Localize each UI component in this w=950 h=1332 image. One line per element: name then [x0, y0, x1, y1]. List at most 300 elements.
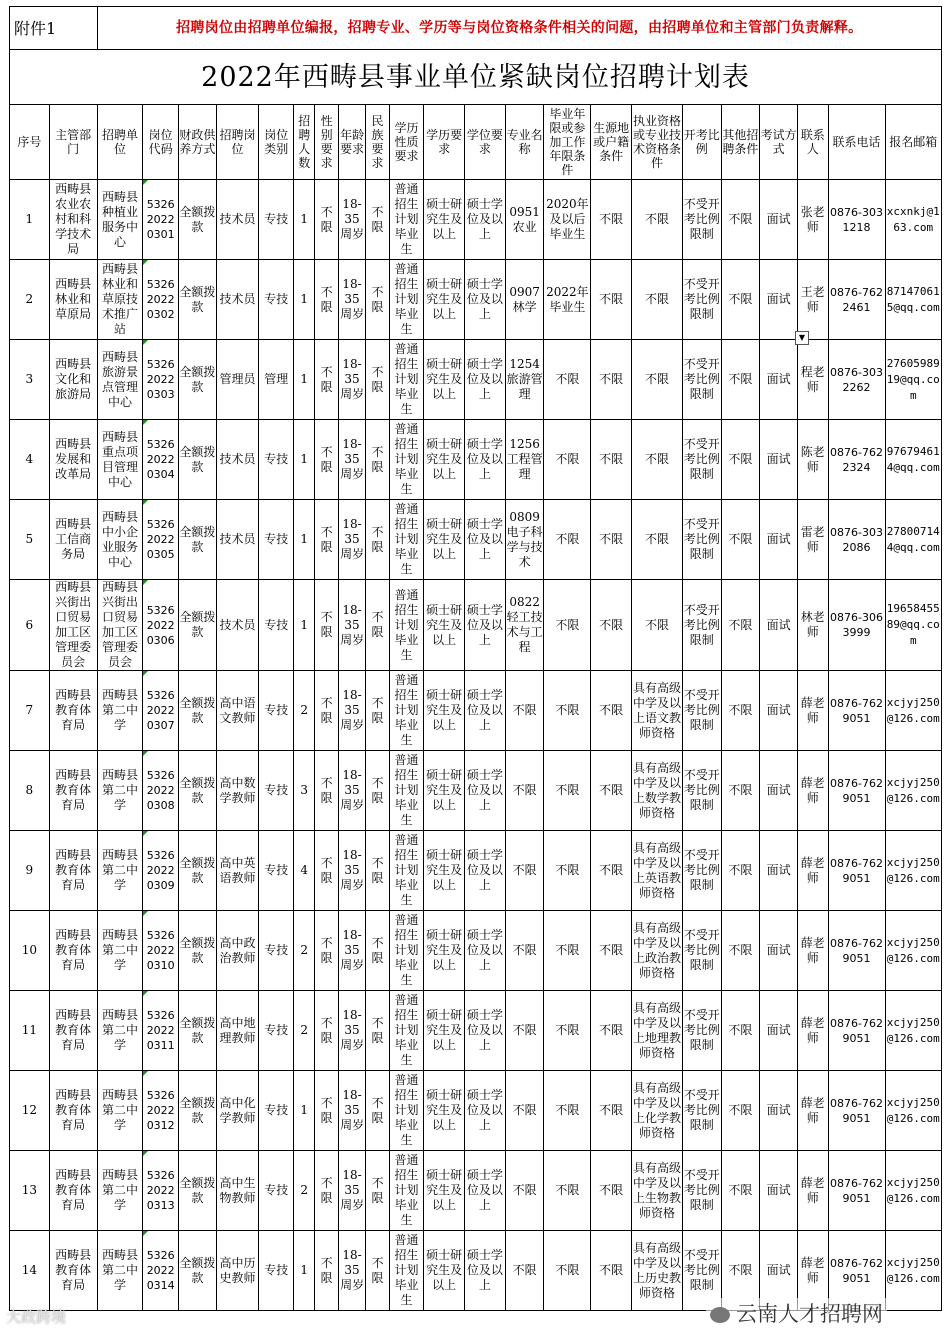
cell-age: 18-35周岁	[338, 831, 365, 911]
column-header: 招聘单位	[97, 105, 143, 180]
attachment-label: 附件1	[10, 7, 98, 50]
cell-fund: 全额拨款	[179, 500, 217, 580]
cell-origin: 不限	[591, 751, 632, 831]
dropdown-arrow-icon[interactable]: ▼	[795, 331, 809, 345]
cell-post: 技术员	[216, 580, 259, 671]
cell-fund: 全额拨款	[179, 180, 217, 260]
cell-grad: 不限	[544, 831, 591, 911]
cell-unit: 西畴县第二中学	[97, 1151, 143, 1231]
cell-grad: 2022年毕业生	[544, 260, 591, 340]
cell-degree: 硕士学位及以上	[465, 671, 506, 751]
cell-edu: 硕士研究生及以上	[424, 180, 465, 260]
cell-grad: 不限	[544, 1231, 591, 1311]
cell-email: 2760598919@qq.com	[885, 340, 941, 420]
cell-dept: 西畴县兴街出口贸易加工区管理委员会	[49, 580, 97, 671]
cell-grad: 不限	[544, 1151, 591, 1231]
cell-cert: 具有高级中学及以上语文教师资格	[632, 671, 683, 751]
column-header: 报名邮箱	[885, 105, 941, 180]
cell-age: 18-35周岁	[338, 751, 365, 831]
cell-nation: 不限	[366, 1231, 389, 1311]
cell-age: 18-35周岁	[338, 180, 365, 260]
column-header: 性别要求	[315, 105, 338, 180]
cell-contact: 张老师	[797, 180, 828, 260]
cell-phone: 0876-3032262	[828, 340, 885, 420]
cell-edu-type: 普通招生计划毕业生	[389, 420, 424, 500]
watermark-right-text: 云南人才招聘网	[736, 1302, 883, 1326]
cell-post: 高中数学教师	[216, 751, 259, 831]
cell-other: 不限	[721, 831, 760, 911]
cell-cat: 专技	[259, 1231, 294, 1311]
table-row	[10, 180, 942, 260]
cell-num: 2	[294, 991, 315, 1071]
cell-dept: 西畴县教育体育局	[49, 751, 97, 831]
cell-num: 1	[294, 500, 315, 580]
cell-other: 不限	[721, 671, 760, 751]
cell-grad: 2020年及以后毕业生	[544, 180, 591, 260]
title-row	[10, 50, 942, 105]
cell-edu-type: 普通招生计划毕业生	[389, 991, 424, 1071]
cell-nation: 不限	[366, 671, 389, 751]
cell-nation: 不限	[366, 180, 389, 260]
cell-edu: 硕士研究生及以上	[424, 340, 465, 420]
cell-fund: 全额拨款	[179, 260, 217, 340]
table-row	[10, 260, 942, 340]
cell-gender: 不限	[315, 991, 338, 1071]
cell-age: 18-35周岁	[338, 340, 365, 420]
cell-major: 不限	[505, 1151, 544, 1231]
cell-phone: 0876-3063999	[828, 580, 885, 671]
cell-nation: 不限	[366, 911, 389, 991]
cell-origin: 不限	[591, 1231, 632, 1311]
cell-code: 53262022 0313	[143, 1151, 179, 1231]
cell-other: 不限	[721, 911, 760, 991]
cell-edu-type: 普通招生计划毕业生	[389, 911, 424, 991]
cell-cat: 专技	[259, 1151, 294, 1231]
cell-edu-type: 普通招生计划毕业生	[389, 751, 424, 831]
cell-phone: 0876-7629051	[828, 831, 885, 911]
cell-exam: 面试	[760, 1231, 798, 1311]
cell-phone: 0876-7629051	[828, 671, 885, 751]
cell-major: 1254旅游管理	[505, 340, 544, 420]
cell-other: 不限	[721, 751, 760, 831]
cell-unit: 西畴县兴街出口贸易加工区管理委员会	[97, 580, 143, 671]
cell-unit: 西畴县第二中学	[97, 1071, 143, 1151]
cell-degree: 硕士学位及以上	[465, 260, 506, 340]
cell-dept: 西畴县发展和改革局	[49, 420, 97, 500]
cell-num: 1	[294, 180, 315, 260]
cell-contact: 林老师	[797, 580, 828, 671]
cell-age: 18-35周岁	[338, 580, 365, 671]
cell-no: 2	[10, 260, 50, 340]
cell-code: 53262022 0302	[143, 260, 179, 340]
cell-exam: 面试	[760, 751, 798, 831]
cell-major: 不限	[505, 1231, 544, 1311]
cell-major: 1256工程管理	[505, 420, 544, 500]
cell-dept: 西畴县教育体育局	[49, 671, 97, 751]
cell-origin: 不限	[591, 420, 632, 500]
cell-origin: 不限	[591, 580, 632, 671]
cell-nation: 不限	[366, 991, 389, 1071]
cell-cat: 专技	[259, 180, 294, 260]
cell-fund: 全额拨款	[179, 1231, 217, 1311]
cell-ratio: 不受开考比例限制	[682, 1071, 721, 1151]
cell-gender: 不限	[315, 1151, 338, 1231]
column-header: 招聘人数	[294, 105, 315, 180]
cell-unit: 西畴县种植业服务中心	[97, 180, 143, 260]
cell-age: 18-35周岁	[338, 420, 365, 500]
cell-degree: 硕士学位及以上	[465, 911, 506, 991]
cell-code: 53262022 0306	[143, 580, 179, 671]
cell-other: 不限	[721, 260, 760, 340]
cell-email: xcjyj250@126.com	[885, 1151, 941, 1231]
cell-gender: 不限	[315, 831, 338, 911]
cell-cat: 管理	[259, 340, 294, 420]
cell-grad: 不限	[544, 500, 591, 580]
cell-num: 1	[294, 1231, 315, 1311]
cell-cat: 专技	[259, 991, 294, 1071]
table-row	[10, 500, 942, 580]
cell-other: 不限	[721, 1231, 760, 1311]
column-header: 年龄要求	[338, 105, 365, 180]
cell-no: 1	[10, 180, 50, 260]
cell-contact: 薛老师	[797, 1151, 828, 1231]
cell-edu-type: 普通招生计划毕业生	[389, 1071, 424, 1151]
cell-cert: 具有高级中学及以上历史教师资格	[632, 1231, 683, 1311]
cell-edu-type: 普通招生计划毕业生	[389, 1151, 424, 1231]
column-header: 岗位代码	[143, 105, 179, 180]
cell-num: 1	[294, 580, 315, 671]
cell-degree: 硕士学位及以上	[465, 1231, 506, 1311]
cell-grad: 不限	[544, 911, 591, 991]
cell-gender: 不限	[315, 500, 338, 580]
cell-dept: 西畴县工信商务局	[49, 500, 97, 580]
column-header: 考试方式	[760, 105, 798, 180]
cell-origin: 不限	[591, 991, 632, 1071]
cell-contact: 雷老师	[797, 500, 828, 580]
cell-age: 18-35周岁	[338, 911, 365, 991]
cell-edu: 硕士研究生及以上	[424, 671, 465, 751]
cell-major: 不限	[505, 991, 544, 1071]
cell-origin: 不限	[591, 500, 632, 580]
cell-major: 0951农业	[505, 180, 544, 260]
cell-gender: 不限	[315, 340, 338, 420]
cell-ratio: 不受开考比例限制	[682, 991, 721, 1071]
cell-edu-type: 普通招生计划毕业生	[389, 500, 424, 580]
cell-no: 7	[10, 671, 50, 751]
column-header: 序号	[10, 105, 50, 180]
cell-ratio: 不受开考比例限制	[682, 180, 721, 260]
cell-code: 53262022 0311	[143, 991, 179, 1071]
cell-edu: 硕士研究生及以上	[424, 580, 465, 671]
column-header: 民族要求	[366, 105, 389, 180]
cell-nation: 不限	[366, 260, 389, 340]
cell-nation: 不限	[366, 1151, 389, 1231]
cell-post: 技术员	[216, 500, 259, 580]
cell-code: 53262022 0303	[143, 340, 179, 420]
cell-fund: 全额拨款	[179, 420, 217, 500]
cell-code: 53262022 0308	[143, 751, 179, 831]
table-row	[10, 340, 942, 420]
cell-edu: 硕士研究生及以上	[424, 911, 465, 991]
cell-post: 管理员	[216, 340, 259, 420]
cell-phone: 0876-3032086	[828, 500, 885, 580]
cell-age: 18-35周岁	[338, 1231, 365, 1311]
cell-edu: 硕士研究生及以上	[424, 831, 465, 911]
cell-post: 高中历史教师	[216, 1231, 259, 1311]
cell-phone: 0876-7629051	[828, 751, 885, 831]
column-header: 学历性质要求	[389, 105, 424, 180]
cell-num: 1	[294, 340, 315, 420]
cell-post: 技术员	[216, 180, 259, 260]
cell-ratio: 不受开考比例限制	[682, 420, 721, 500]
cell-cert: 不限	[632, 580, 683, 671]
table-row	[10, 671, 942, 751]
cell-contact: 薛老师	[797, 911, 828, 991]
cell-contact: 陈老师	[797, 420, 828, 500]
cell-ratio: 不受开考比例限制	[682, 1231, 721, 1311]
cell-cert: 具有高级中学及以上地理教师资格	[632, 991, 683, 1071]
cell-cat: 专技	[259, 671, 294, 751]
cell-fund: 全额拨款	[179, 671, 217, 751]
cell-gender: 不限	[315, 1071, 338, 1151]
cell-email: 278007144@qq.com	[885, 500, 941, 580]
cell-origin: 不限	[591, 831, 632, 911]
cell-unit: 西畴县第二中学	[97, 831, 143, 911]
cell-fund: 全额拨款	[179, 751, 217, 831]
table-row	[10, 751, 942, 831]
cell-exam: 面试	[760, 991, 798, 1071]
cell-origin: 不限	[591, 911, 632, 991]
cell-origin: 不限	[591, 1071, 632, 1151]
cell-edu-type: 普通招生计划毕业生	[389, 580, 424, 671]
cell-edu: 硕士研究生及以上	[424, 1231, 465, 1311]
cell-contact: 薛老师	[797, 831, 828, 911]
cell-cert: 具有高级中学及以上英语教师资格	[632, 831, 683, 911]
cell-dept: 西畴县农业农村和科学技术局	[49, 180, 97, 260]
cell-other: 不限	[721, 420, 760, 500]
cell-email: xcjyj250@126.com	[885, 1071, 941, 1151]
cell-degree: 硕士学位及以上	[465, 751, 506, 831]
cell-no: 14	[10, 1231, 50, 1311]
cell-exam: 面试	[760, 911, 798, 991]
cell-ratio: 不受开考比例限制	[682, 500, 721, 580]
cell-email: xcxnkj@163.com	[885, 180, 941, 260]
cell-gender: 不限	[315, 260, 338, 340]
table-row	[10, 991, 942, 1071]
cell-ratio: 不受开考比例限制	[682, 751, 721, 831]
cell-code: 53262022 0314	[143, 1231, 179, 1311]
cell-nation: 不限	[366, 420, 389, 500]
cell-grad: 不限	[544, 991, 591, 1071]
column-header: 联系电话	[828, 105, 885, 180]
cell-cert: 不限	[632, 180, 683, 260]
cell-other: 不限	[721, 991, 760, 1071]
cell-major: 不限	[505, 911, 544, 991]
cell-origin: 不限	[591, 340, 632, 420]
cell-cert: 不限	[632, 260, 683, 340]
cell-other: 不限	[721, 1151, 760, 1231]
cell-num: 4	[294, 831, 315, 911]
cell-num: 1	[294, 1071, 315, 1151]
cell-no: 6	[10, 580, 50, 671]
cell-ratio: 不受开考比例限制	[682, 831, 721, 911]
column-header: 专业名称	[505, 105, 544, 180]
column-header: 生源地或户籍条件	[591, 105, 632, 180]
cell-edu-type: 普通招生计划毕业生	[389, 260, 424, 340]
cell-edu: 硕士研究生及以上	[424, 260, 465, 340]
cell-other: 不限	[721, 580, 760, 671]
cell-edu-type: 普通招生计划毕业生	[389, 180, 424, 260]
cell-age: 18-35周岁	[338, 1071, 365, 1151]
cell-edu: 硕士研究生及以上	[424, 991, 465, 1071]
cell-unit: 西畴县第二中学	[97, 911, 143, 991]
cell-major: 0809电子科学与技术	[505, 500, 544, 580]
cell-unit: 西畴县第二中学	[97, 751, 143, 831]
cell-exam: 面试	[760, 1071, 798, 1151]
cell-edu-type: 普通招生计划毕业生	[389, 340, 424, 420]
cell-fund: 全额拨款	[179, 831, 217, 911]
cell-contact: 王老师	[797, 260, 828, 340]
table-row	[10, 420, 942, 500]
notice-text: 招聘岗位由招聘单位编报，招聘专业、学历等与岗位资格条件相关的问题，由招聘单位和主管部门负责解释。	[97, 7, 941, 50]
cell-edu: 硕士研究生及以上	[424, 500, 465, 580]
cell-edu: 硕士研究生及以上	[424, 420, 465, 500]
cell-gender: 不限	[315, 751, 338, 831]
column-header-row	[10, 105, 942, 180]
cell-post: 高中政治教师	[216, 911, 259, 991]
cell-contact: 薛老师	[797, 1071, 828, 1151]
cell-gender: 不限	[315, 180, 338, 260]
table-row	[10, 831, 942, 911]
cell-post: 高中英语教师	[216, 831, 259, 911]
cell-email: 976794614@qq.com	[885, 420, 941, 500]
cell-ratio: 不受开考比例限制	[682, 911, 721, 991]
cell-contact: 薛老师	[797, 671, 828, 751]
cell-post: 高中地理教师	[216, 991, 259, 1071]
cell-post: 技术员	[216, 260, 259, 340]
cell-fund: 全额拨款	[179, 1071, 217, 1151]
cell-exam: 面试	[760, 260, 798, 340]
cell-dept: 西畴县林业和草原局	[49, 260, 97, 340]
cell-email: 1965845589@qq.com	[885, 580, 941, 671]
cell-gender: 不限	[315, 911, 338, 991]
column-header: 岗位类别	[259, 105, 294, 180]
cell-exam: 面试	[760, 671, 798, 751]
cell-major: 不限	[505, 671, 544, 751]
cell-cat: 专技	[259, 1071, 294, 1151]
cell-degree: 硕士学位及以上	[465, 420, 506, 500]
cell-num: 1	[294, 260, 315, 340]
column-header: 其他招聘条件	[721, 105, 760, 180]
cell-age: 18-35周岁	[338, 1151, 365, 1231]
column-header: 招聘岗位	[216, 105, 259, 180]
table-row	[10, 911, 942, 991]
cell-cert: 不限	[632, 420, 683, 500]
cell-unit: 西畴县重点项目管理中心	[97, 420, 143, 500]
cell-ratio: 不受开考比例限制	[682, 1151, 721, 1231]
cell-no: 4	[10, 420, 50, 500]
cell-contact: 薛老师	[797, 751, 828, 831]
cell-ratio: 不受开考比例限制	[682, 340, 721, 420]
cell-unit: 西畴县第二中学	[97, 1231, 143, 1311]
cell-dept: 西畴县教育体育局	[49, 991, 97, 1071]
cell-no: 9	[10, 831, 50, 911]
column-header: 执业资格或专业技术资格条件	[632, 105, 683, 180]
cell-other: 不限	[721, 180, 760, 260]
cell-age: 18-35周岁	[338, 671, 365, 751]
cell-num: 1	[294, 420, 315, 500]
column-header: 联系人	[797, 105, 828, 180]
cell-unit: 西畴县林业和草原技术推广站	[97, 260, 143, 340]
cell-phone: 0876-7622461	[828, 260, 885, 340]
cell-dept: 西畴县文化和旅游局	[49, 340, 97, 420]
cell-ratio: 不受开考比例限制	[682, 260, 721, 340]
cell-other: 不限	[721, 340, 760, 420]
cell-fund: 全额拨款	[179, 340, 217, 420]
watermark-right	[706, 1298, 887, 1328]
watermark-left: 大政跨境	[6, 1308, 67, 1326]
cell-cat: 专技	[259, 260, 294, 340]
column-header: 财政供养方式	[179, 105, 217, 180]
cell-unit: 西畴县中小企业服务中心	[97, 500, 143, 580]
cell-other: 不限	[721, 500, 760, 580]
cell-cert: 不限	[632, 500, 683, 580]
cell-degree: 硕士学位及以上	[465, 1151, 506, 1231]
cell-dept: 西畴县教育体育局	[49, 1071, 97, 1151]
cell-phone: 0876-7629051	[828, 1071, 885, 1151]
cell-phone: 0876-7622324	[828, 420, 885, 500]
cell-edu-type: 普通招生计划毕业生	[389, 671, 424, 751]
cell-post: 高中语文教师	[216, 671, 259, 751]
cell-email: xcjyj250@126.com	[885, 911, 941, 991]
cell-degree: 硕士学位及以上	[465, 340, 506, 420]
cell-ratio: 不受开考比例限制	[682, 580, 721, 671]
cell-phone: 0876-3031218	[828, 180, 885, 260]
cell-phone: 0876-7629051	[828, 1151, 885, 1231]
cell-cat: 专技	[259, 831, 294, 911]
cell-post: 技术员	[216, 420, 259, 500]
cell-num: 2	[294, 911, 315, 991]
recruitment-table	[9, 6, 942, 1311]
cell-contact: 程老师	[797, 340, 828, 420]
cell-phone: 0876-7629051	[828, 991, 885, 1071]
cell-exam: 面试	[760, 340, 798, 420]
cell-post: 高中生物教师	[216, 1151, 259, 1231]
cell-nation: 不限	[366, 831, 389, 911]
cell-email: xcjyj250@126.com	[885, 831, 941, 911]
cell-origin: 不限	[591, 671, 632, 751]
cell-code: 53262022 0304	[143, 420, 179, 500]
cell-fund: 全额拨款	[179, 911, 217, 991]
cell-gender: 不限	[315, 580, 338, 671]
cell-code: 53262022 0309	[143, 831, 179, 911]
cell-degree: 硕士学位及以上	[465, 831, 506, 911]
cell-gender: 不限	[315, 671, 338, 751]
cell-degree: 硕士学位及以上	[465, 500, 506, 580]
cell-dept: 西畴县教育体育局	[49, 1151, 97, 1231]
cell-no: 12	[10, 1071, 50, 1151]
cell-cat: 专技	[259, 580, 294, 671]
cell-email: xcjyj250@126.com	[885, 671, 941, 751]
cell-exam: 面试	[760, 420, 798, 500]
cell-exam: 面试	[760, 1151, 798, 1231]
column-header: 毕业年限或参加工作年限条件	[544, 105, 591, 180]
cell-edu: 硕士研究生及以上	[424, 1151, 465, 1231]
cell-major: 不限	[505, 1071, 544, 1151]
cell-gender: 不限	[315, 1231, 338, 1311]
cell-phone: 0876-7629051	[828, 911, 885, 991]
cell-nation: 不限	[366, 500, 389, 580]
